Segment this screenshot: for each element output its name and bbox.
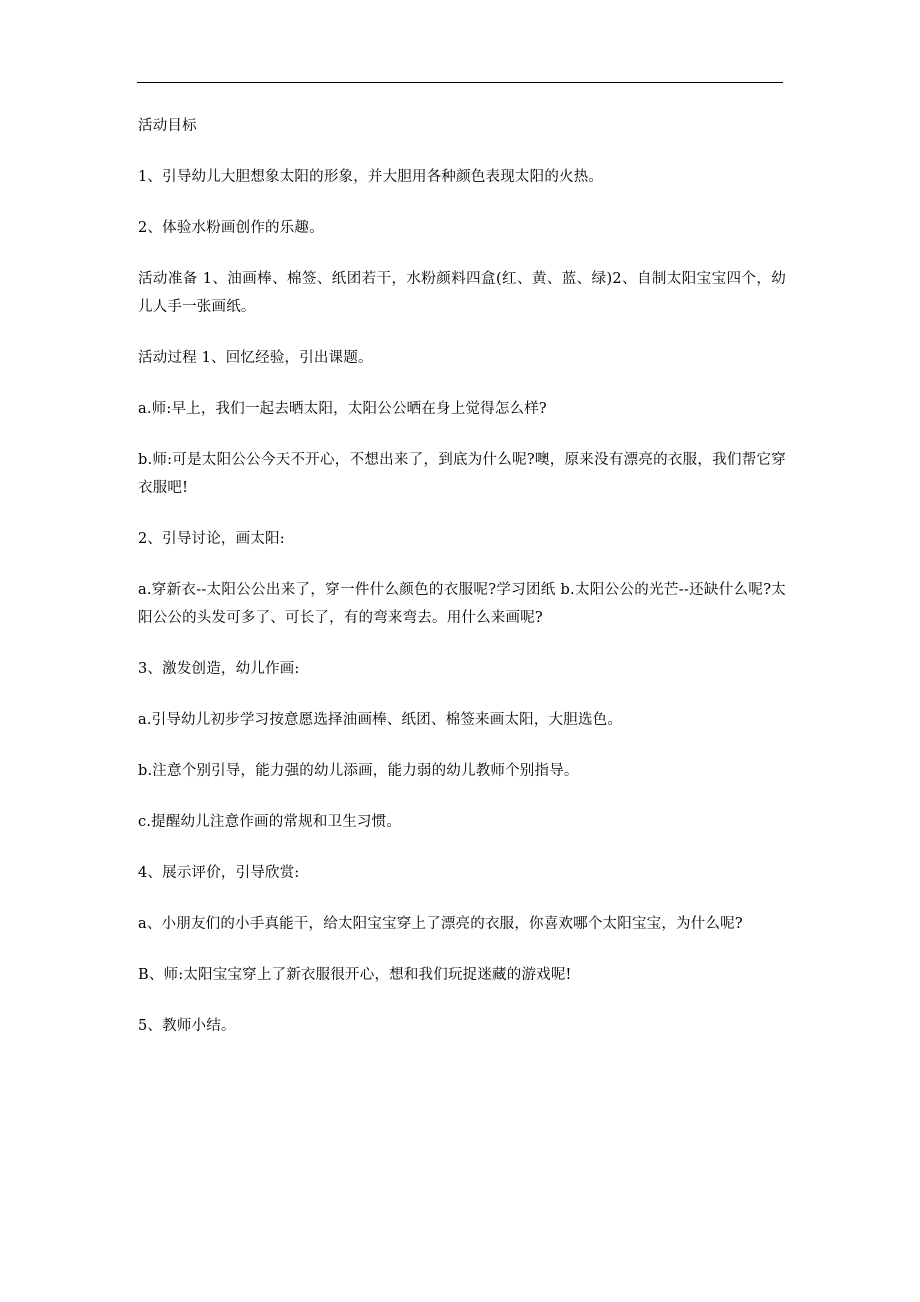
paragraph: b.师:可是太阳公公今天不开心，不想出来了，到底为什么呢?噢，原来没有漂亮的衣服，我们帮它穿衣服吧! <box>138 452 786 496</box>
paragraph: a.穿新衣--太阳公公出来了，穿一件什么颜色的衣服呢?学习团纸 b.太阳公公的光芒--还缺什么呢?太阳公公的头发可多了、可长了，有的弯来弯去。用什么来画呢? <box>138 582 786 626</box>
paragraph: 活动准备 1、油画棒、棉签、纸团若干，水粉颜料四盒(红、黄、蓝、绿)2、自制太阳宝宝四个，幼儿人手一张画纸。 <box>138 271 786 315</box>
document-body <box>138 112 786 1063</box>
paragraph: 4、展示评价，引导欣赏: <box>138 865 300 881</box>
paragraph: 活动过程 1、回忆经验，引出课题。 <box>138 350 373 366</box>
paragraph: a.师:早上，我们一起去晒太阳，太阳公公晒在身上觉得怎么样? <box>138 401 547 417</box>
paragraph: 1、引导幼儿大胆想象太阳的形象，并大胆用各种颜色表现太阳的火热。 <box>138 169 604 185</box>
paragraph: 3、激发创造，幼儿作画: <box>138 661 300 677</box>
paragraph: 2、体验水粉画创作的乐趣。 <box>138 220 324 236</box>
paragraph: B、师:太阳宝宝穿上了新衣服很开心，想和我们玩捉迷藏的游戏呢! <box>138 967 572 983</box>
paragraph: c.提醒幼儿注意作画的常规和卫生习惯。 <box>138 814 402 830</box>
paragraph: a、小朋友们的小手真能干，给太阳宝宝穿上了漂亮的衣服，你喜欢哪个太阳宝宝，为什么呢? <box>138 916 743 932</box>
paragraph: b.注意个别引导，能力强的幼儿添画，能力弱的幼儿教师个别指导。 <box>138 763 579 779</box>
header-rule <box>137 82 783 83</box>
section-heading-goals: 活动目标 <box>138 118 197 134</box>
paragraph: a.引导幼儿初步学习按意愿选择油画棒、纸团、棉签来画太阳，大胆选色。 <box>138 712 623 728</box>
paragraph: 5、教师小结。 <box>138 1018 236 1034</box>
paragraph: 2、引导讨论，画太阳: <box>138 531 285 547</box>
